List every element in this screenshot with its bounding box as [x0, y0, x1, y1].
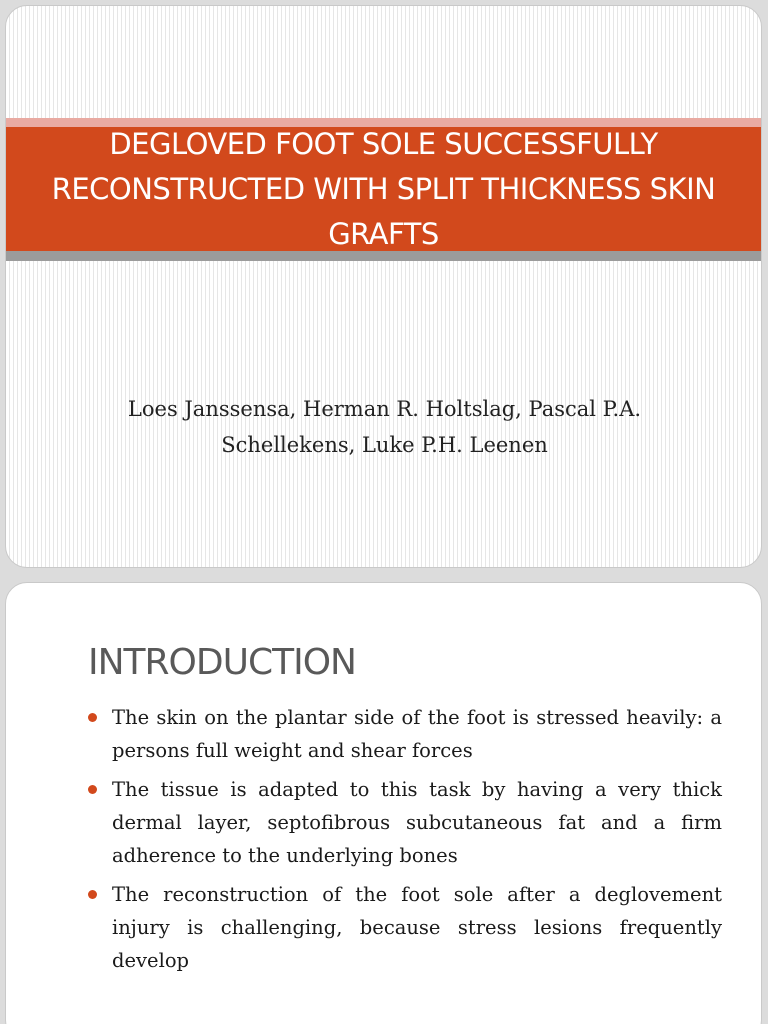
slide-title: DEGLOVED FOOT SOLE SUCCESSFULLY RECONSTRUCTED WITH SPLIT THICKNESS SKIN GRAFTS	[51, 126, 716, 251]
bullet-item	[86, 701, 722, 767]
bullet-text: The skin on the plantar side of the foot is stressed heavily: a persons full weight and shear forces	[112, 706, 722, 762]
title-slide	[5, 5, 762, 568]
bullet-dot-icon	[88, 785, 97, 794]
bullet-text: The reconstruction of the foot sole after a deglovement injury is challenging, because stress lesions frequently develop	[112, 883, 722, 972]
bullet-item	[86, 773, 722, 872]
bullet-dot-icon	[88, 890, 97, 899]
bullet-list	[86, 701, 722, 983]
introduction-slide	[5, 582, 762, 1024]
bullet-text: The tissue is adapted to this task by having a very thick dermal layer, septofibrous subcutaneous fat and a firm adherence to the underlying bones	[112, 778, 722, 867]
bullet-item	[86, 878, 722, 977]
slide-authors: Loes Janssensa, Herman R. Holtslag, Pascal P.A. Schellekens, Luke P.H. Leenen	[127, 397, 642, 457]
bullet-dot-icon	[88, 713, 97, 722]
introduction-heading: INTRODUCTION	[88, 642, 356, 683]
